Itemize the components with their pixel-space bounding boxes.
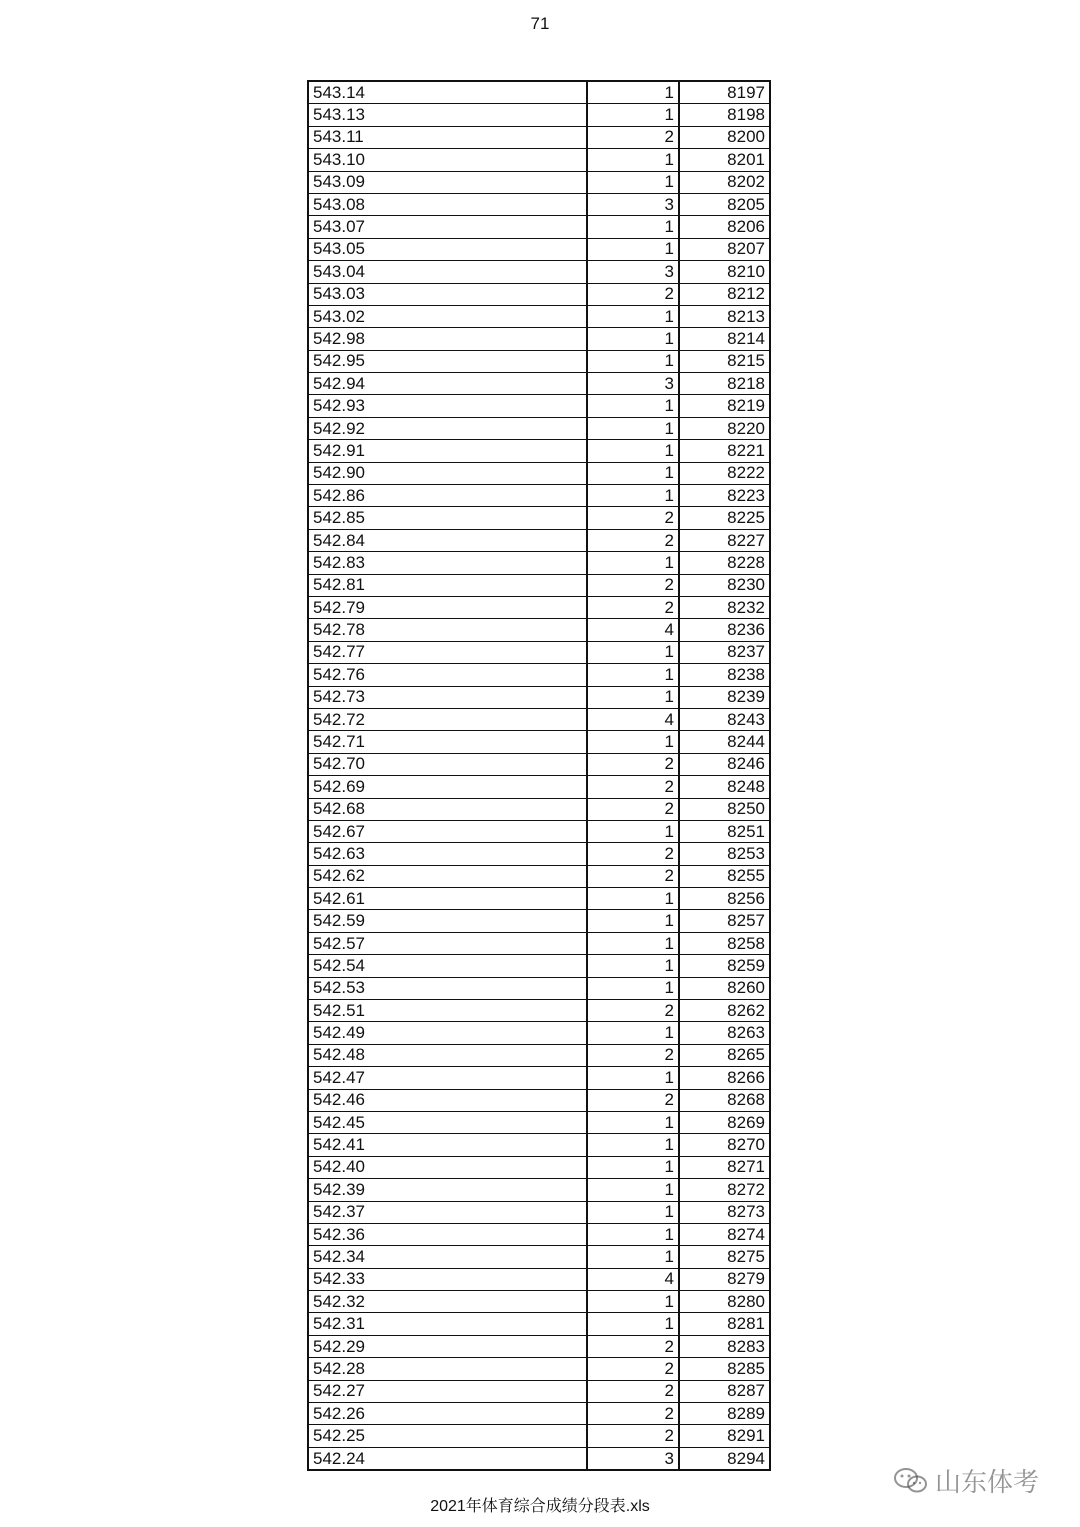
cell-score: 542.61 (308, 888, 587, 910)
table-row (308, 1335, 770, 1357)
watermark (893, 1462, 1039, 1499)
table-row (308, 1067, 770, 1089)
table-row (308, 910, 770, 932)
cell-count: 1 (587, 1022, 679, 1044)
table-row (308, 373, 770, 395)
table-row (308, 552, 770, 574)
cell-count: 3 (587, 373, 679, 395)
cell-score: 542.78 (308, 619, 587, 641)
cell-count: 1 (587, 395, 679, 417)
cell-count: 1 (587, 1201, 679, 1223)
cell-cum: 8270 (679, 1134, 770, 1156)
cell-cum: 8248 (679, 776, 770, 798)
table-row (308, 932, 770, 954)
cell-score: 542.34 (308, 1246, 587, 1268)
cell-score: 542.29 (308, 1335, 587, 1357)
cell-score: 542.81 (308, 574, 587, 596)
cell-count: 2 (587, 507, 679, 529)
table-row (308, 81, 770, 104)
table-row (308, 305, 770, 327)
cell-count: 1 (587, 820, 679, 842)
cell-cum: 8214 (679, 328, 770, 350)
cell-cum: 8289 (679, 1403, 770, 1425)
table-row (308, 776, 770, 798)
cell-score: 542.32 (308, 1291, 587, 1313)
cell-score: 542.93 (308, 395, 587, 417)
cell-count: 1 (587, 1246, 679, 1268)
cell-count: 1 (587, 1291, 679, 1313)
cell-cum: 8251 (679, 820, 770, 842)
table-row (308, 417, 770, 439)
cell-score: 543.02 (308, 305, 587, 327)
cell-score: 542.25 (308, 1425, 587, 1447)
cell-count: 2 (587, 1335, 679, 1357)
cell-cum: 8273 (679, 1201, 770, 1223)
cell-score: 543.05 (308, 238, 587, 260)
cell-score: 543.13 (308, 104, 587, 126)
cell-count: 2 (587, 529, 679, 551)
cell-count: 1 (587, 171, 679, 193)
table-row (308, 843, 770, 865)
cell-score: 542.63 (308, 843, 587, 865)
table-row (308, 1089, 770, 1111)
table-row (308, 216, 770, 238)
cell-cum: 8206 (679, 216, 770, 238)
cell-cum: 8205 (679, 193, 770, 215)
table-row (308, 1268, 770, 1290)
cell-cum: 8232 (679, 596, 770, 618)
table-row (308, 261, 770, 283)
page-number: 71 (530, 14, 550, 33)
cell-count: 1 (587, 641, 679, 663)
cell-count: 1 (587, 977, 679, 999)
cell-count: 1 (587, 104, 679, 126)
cell-cum: 8202 (679, 171, 770, 193)
table-row (308, 1313, 770, 1335)
cell-cum: 8237 (679, 641, 770, 663)
table-row (308, 596, 770, 618)
cell-cum: 8207 (679, 238, 770, 260)
table-row (308, 171, 770, 193)
cell-count: 2 (587, 798, 679, 820)
cell-cum: 8265 (679, 1044, 770, 1066)
cell-score: 542.57 (308, 932, 587, 954)
cell-score: 542.76 (308, 664, 587, 686)
cell-count: 1 (587, 932, 679, 954)
cell-score: 542.71 (308, 731, 587, 753)
cell-count: 1 (587, 216, 679, 238)
cell-count: 1 (587, 888, 679, 910)
cell-cum: 8268 (679, 1089, 770, 1111)
cell-cum: 8260 (679, 977, 770, 999)
cell-score: 542.36 (308, 1223, 587, 1245)
cell-count: 1 (587, 81, 679, 104)
cell-count: 4 (587, 1268, 679, 1290)
cell-cum: 8258 (679, 932, 770, 954)
table-row (308, 485, 770, 507)
cell-count: 3 (587, 261, 679, 283)
table-body (308, 81, 770, 1470)
cell-count: 1 (587, 440, 679, 462)
cell-count: 2 (587, 865, 679, 887)
cell-cum: 8279 (679, 1268, 770, 1290)
cell-count: 2 (587, 1089, 679, 1111)
cell-count: 1 (587, 552, 679, 574)
table-row (308, 1246, 770, 1268)
table-row (308, 619, 770, 641)
cell-score: 542.49 (308, 1022, 587, 1044)
cell-count: 2 (587, 1425, 679, 1447)
cell-cum: 8262 (679, 1000, 770, 1022)
cell-score: 542.94 (308, 373, 587, 395)
cell-cum: 8236 (679, 619, 770, 641)
cell-count: 1 (587, 1067, 679, 1089)
table-row (308, 865, 770, 887)
cell-count: 1 (587, 462, 679, 484)
table-row (308, 149, 770, 171)
cell-count: 1 (587, 1179, 679, 1201)
cell-score: 542.69 (308, 776, 587, 798)
cell-count: 2 (587, 776, 679, 798)
cell-count: 1 (587, 1223, 679, 1245)
table-row (308, 350, 770, 372)
cell-count: 1 (587, 1134, 679, 1156)
cell-cum: 8291 (679, 1425, 770, 1447)
cell-count: 2 (587, 126, 679, 148)
table-row (308, 664, 770, 686)
cell-count: 2 (587, 283, 679, 305)
cell-count: 4 (587, 708, 679, 730)
table-row (308, 1111, 770, 1133)
cell-cum: 8257 (679, 910, 770, 932)
cell-score: 542.92 (308, 417, 587, 439)
cell-score: 542.91 (308, 440, 587, 462)
cell-count: 3 (587, 193, 679, 215)
cell-score: 543.07 (308, 216, 587, 238)
table-row (308, 238, 770, 260)
cell-cum: 8263 (679, 1022, 770, 1044)
cell-count: 1 (587, 1156, 679, 1178)
cell-score: 542.98 (308, 328, 587, 350)
cell-score: 543.10 (308, 149, 587, 171)
cell-count: 1 (587, 686, 679, 708)
cell-score: 542.41 (308, 1134, 587, 1156)
cell-score: 542.28 (308, 1358, 587, 1380)
cell-count: 2 (587, 843, 679, 865)
cell-cum: 8227 (679, 529, 770, 551)
cell-cum: 8294 (679, 1447, 770, 1470)
cell-score: 542.73 (308, 686, 587, 708)
cell-cum: 8200 (679, 126, 770, 148)
cell-cum: 8269 (679, 1111, 770, 1133)
cell-score: 542.45 (308, 1111, 587, 1133)
cell-score: 542.79 (308, 596, 587, 618)
table-row (308, 1000, 770, 1022)
cell-count: 2 (587, 574, 679, 596)
cell-cum: 8197 (679, 81, 770, 104)
cell-score: 542.54 (308, 955, 587, 977)
table-row (308, 1201, 770, 1223)
cell-score: 542.90 (308, 462, 587, 484)
cell-cum: 8266 (679, 1067, 770, 1089)
table-row (308, 1447, 770, 1470)
table-row (308, 820, 770, 842)
cell-score: 542.24 (308, 1447, 587, 1470)
table-row (308, 1022, 770, 1044)
table-row (308, 1403, 770, 1425)
cell-score: 543.14 (308, 81, 587, 104)
cell-count: 1 (587, 731, 679, 753)
table-row (308, 1134, 770, 1156)
cell-cum: 8219 (679, 395, 770, 417)
cell-count: 2 (587, 1000, 679, 1022)
cell-cum: 8271 (679, 1156, 770, 1178)
table-row (308, 529, 770, 551)
table-row (308, 1179, 770, 1201)
cell-cum: 8222 (679, 462, 770, 484)
table-row (308, 708, 770, 730)
cell-score: 543.03 (308, 283, 587, 305)
cell-score: 542.68 (308, 798, 587, 820)
table-row (308, 1223, 770, 1245)
table-row (308, 1044, 770, 1066)
cell-cum: 8274 (679, 1223, 770, 1245)
cell-score: 542.77 (308, 641, 587, 663)
table-row (308, 977, 770, 999)
cell-score: 542.39 (308, 1179, 587, 1201)
cell-cum: 8228 (679, 552, 770, 574)
cell-score: 542.72 (308, 708, 587, 730)
table-row (308, 462, 770, 484)
cell-score: 542.48 (308, 1044, 587, 1066)
cell-count: 2 (587, 1380, 679, 1402)
table-row (308, 1425, 770, 1447)
cell-cum: 8275 (679, 1246, 770, 1268)
cell-count: 1 (587, 1111, 679, 1133)
cell-cum: 8212 (679, 283, 770, 305)
cell-cum: 8223 (679, 485, 770, 507)
cell-cum: 8213 (679, 305, 770, 327)
cell-score: 542.70 (308, 753, 587, 775)
cell-cum: 8218 (679, 373, 770, 395)
cell-count: 1 (587, 1313, 679, 1335)
cell-score: 542.85 (308, 507, 587, 529)
table-row (308, 574, 770, 596)
cell-count: 3 (587, 1447, 679, 1470)
cell-count: 2 (587, 1044, 679, 1066)
cell-cum: 8272 (679, 1179, 770, 1201)
cell-count: 1 (587, 305, 679, 327)
cell-cum: 8198 (679, 104, 770, 126)
cell-count: 4 (587, 619, 679, 641)
cell-count: 1 (587, 910, 679, 932)
cell-cum: 8250 (679, 798, 770, 820)
cell-score: 543.04 (308, 261, 587, 283)
cell-score: 542.40 (308, 1156, 587, 1178)
cell-cum: 8244 (679, 731, 770, 753)
cell-cum: 8287 (679, 1380, 770, 1402)
cell-count: 1 (587, 417, 679, 439)
cell-score: 542.33 (308, 1268, 587, 1290)
table-row (308, 641, 770, 663)
cell-score: 542.27 (308, 1380, 587, 1402)
cell-cum: 8243 (679, 708, 770, 730)
cell-score: 542.84 (308, 529, 587, 551)
cell-cum: 8215 (679, 350, 770, 372)
cell-count: 1 (587, 238, 679, 260)
cell-score: 543.11 (308, 126, 587, 148)
cell-cum: 8256 (679, 888, 770, 910)
table-row (308, 1291, 770, 1313)
cell-score: 543.08 (308, 193, 587, 215)
cell-count: 1 (587, 664, 679, 686)
cell-cum: 8220 (679, 417, 770, 439)
table-row (308, 507, 770, 529)
cell-count: 2 (587, 1358, 679, 1380)
cell-cum: 8238 (679, 664, 770, 686)
cell-cum: 8281 (679, 1313, 770, 1335)
cell-count: 1 (587, 328, 679, 350)
cell-score: 542.83 (308, 552, 587, 574)
footer-filename: 2021年体育综合成绩分段表.xls (430, 1498, 650, 1515)
cell-cum: 8230 (679, 574, 770, 596)
cell-count: 2 (587, 1403, 679, 1425)
cell-score: 542.95 (308, 350, 587, 372)
table-row (308, 395, 770, 417)
cell-cum: 8210 (679, 261, 770, 283)
cell-score: 542.37 (308, 1201, 587, 1223)
table-row (308, 126, 770, 148)
cell-score: 542.67 (308, 820, 587, 842)
cell-count: 1 (587, 149, 679, 171)
table-row (308, 753, 770, 775)
table-row (308, 798, 770, 820)
cell-cum: 8246 (679, 753, 770, 775)
cell-count: 2 (587, 753, 679, 775)
cell-count: 1 (587, 955, 679, 977)
cell-count: 1 (587, 485, 679, 507)
cell-cum: 8201 (679, 149, 770, 171)
cell-score: 542.46 (308, 1089, 587, 1111)
table-row (308, 440, 770, 462)
cell-cum: 8239 (679, 686, 770, 708)
cell-score: 542.31 (308, 1313, 587, 1335)
watermark-text: 山东体考 (935, 1467, 1040, 1497)
table-row (308, 283, 770, 305)
wechat-chat-icon (893, 1466, 929, 1496)
table-row (308, 328, 770, 350)
cell-score: 542.51 (308, 1000, 587, 1022)
cell-cum: 8255 (679, 865, 770, 887)
table-row (308, 1156, 770, 1178)
cell-score: 542.62 (308, 865, 587, 887)
table-row (308, 193, 770, 215)
cell-score: 542.86 (308, 485, 587, 507)
cell-score: 542.47 (308, 1067, 587, 1089)
table-row (308, 686, 770, 708)
cell-cum: 8259 (679, 955, 770, 977)
table-row (308, 104, 770, 126)
cell-cum: 8253 (679, 843, 770, 865)
table-row (308, 955, 770, 977)
cell-score: 542.59 (308, 910, 587, 932)
table-row (308, 1358, 770, 1380)
cell-cum: 8285 (679, 1358, 770, 1380)
cell-score: 542.26 (308, 1403, 587, 1425)
cell-count: 1 (587, 350, 679, 372)
cell-cum: 8225 (679, 507, 770, 529)
table-row (308, 1380, 770, 1402)
table-row (308, 888, 770, 910)
cell-score: 542.53 (308, 977, 587, 999)
cell-cum: 8280 (679, 1291, 770, 1313)
cell-count: 2 (587, 596, 679, 618)
table-row (308, 731, 770, 753)
cell-score: 543.09 (308, 171, 587, 193)
cell-cum: 8283 (679, 1335, 770, 1357)
cell-cum: 8221 (679, 440, 770, 462)
score-distribution-table (307, 80, 771, 1471)
